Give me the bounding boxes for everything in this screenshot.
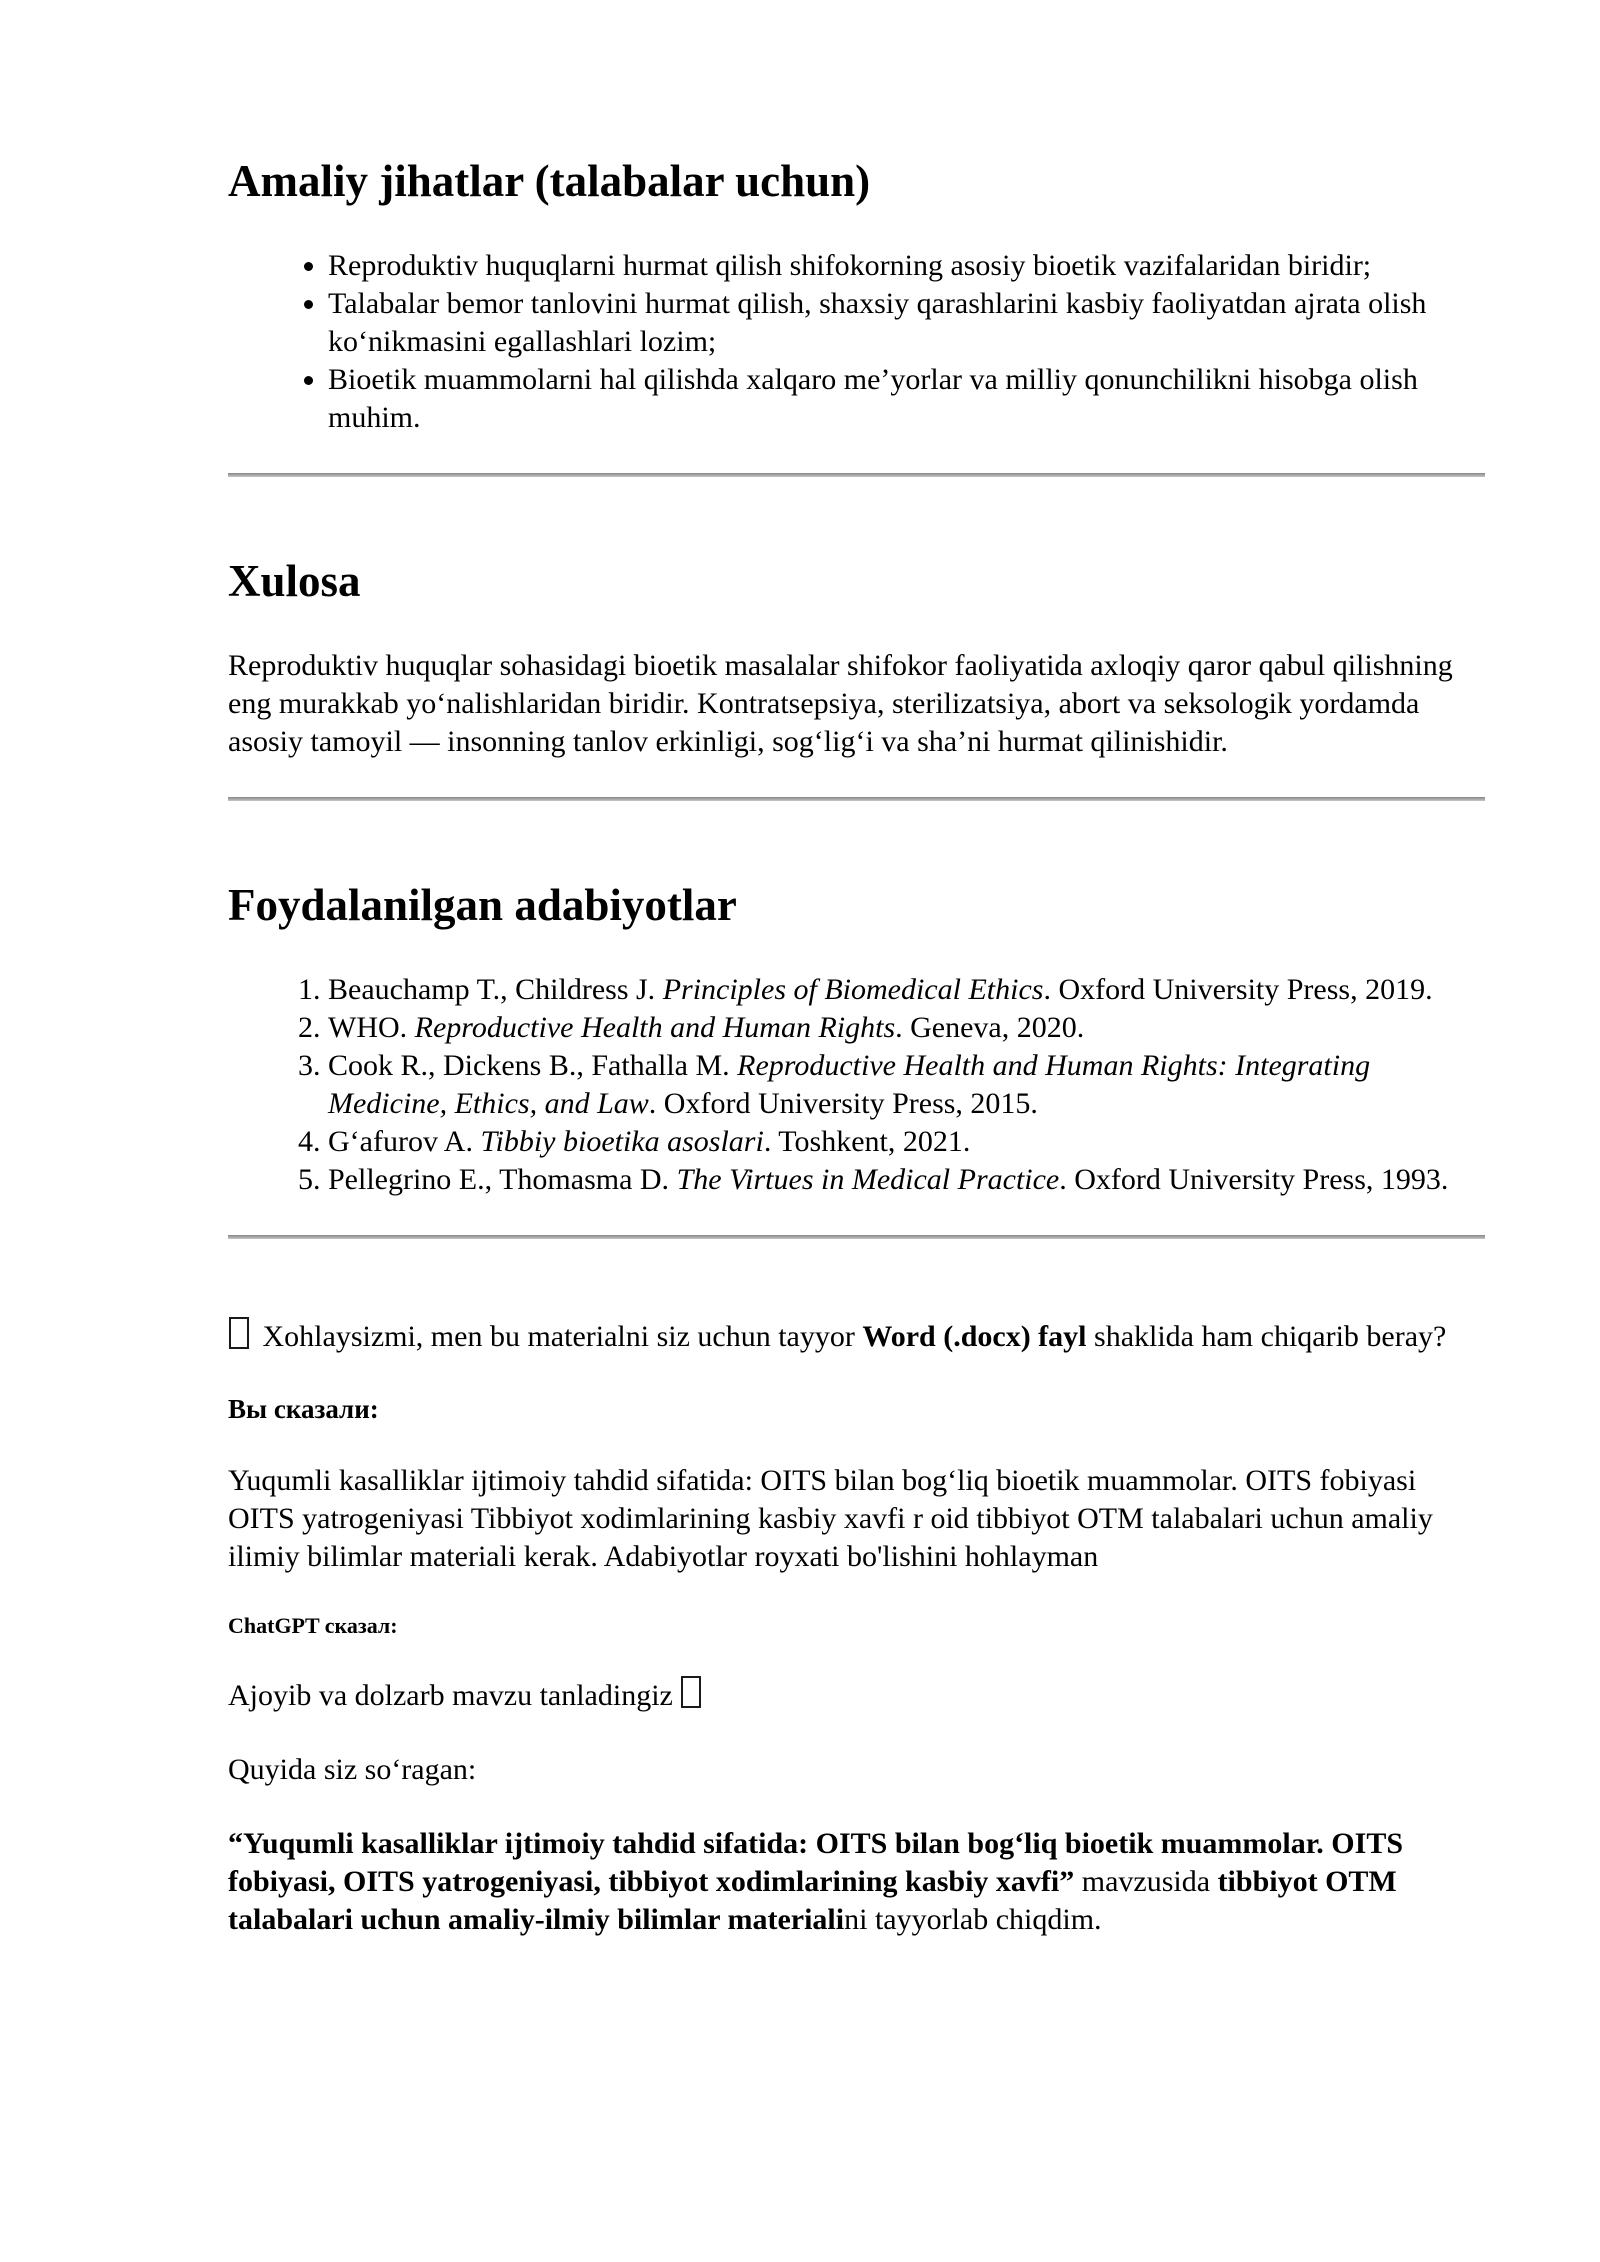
text-segment: The Virtues in Medical Practice [676,1163,1060,1196]
docx-offer-paragraph [228,1317,1485,1356]
text-segment: Ajoyib va dolzarb mavzu tanladingiz [228,1679,681,1712]
list-item [328,1161,1485,1199]
text-segment: tibbiyot OTM talabalari uchun amaliy-ilmiy bilimlar materiali [228,1865,1397,1936]
text-segment: Cook R., Dickens B., Fathalla M. [328,1049,738,1082]
list-item: • Bioetik muammolarni hal qilishda xalqaro me’yorlar va milliy qonunchilikni hisobga olish muhim. [328,361,1485,437]
missing-glyph-box [681,1676,701,1708]
text-segment: “Yuqumli kasalliklar ijtimoiy tahdid sifatida: OITS bilan bog‘liq bioetik muammolar. OITS fobiyasi, OITS yatrogeniyasi, tibbiyot xodimlarining kasbiy xavfi” [228,1827,1404,1898]
text-segment: . Oxford University Press, 2019. [1043,973,1433,1006]
practical-bullet-list [228,247,1485,437]
text-segment: WHO. [328,1011,415,1044]
assistant-turn-label: ChatGPT сказал: [228,1613,398,1638]
text-segment: Xohlaysizmi, men bu materialni siz uchun tayyor [255,1320,863,1353]
text-segment: mavzusida [1074,1865,1218,1898]
text-segment: Tibbiy bioetika asoslari [480,1125,764,1158]
list-item [328,1047,1485,1123]
text-segment: Reproductive Health and Human Rights: Integrating Medicine, Ethics, and Law [328,1049,1371,1120]
assistant-summary-paragraph [228,1825,1485,1939]
missing-glyph-box [229,1317,249,1349]
user-message-paragraph: Yuqumli kasalliklar ijtimoiy tahdid sifatida: OITS bilan bog‘liq bioetik muammolar. OITS fobiyasi OITS yatrogeniyasi Tibbiyot xodimlarining kasbiy xavfi r oid tibbiyot OTM talabalari uchun amaliy ilimiy bilimlar materiali kerak. Adabiyotlar royxati bo'lishini hohlayman [228,1464,1433,1573]
references-list [228,971,1485,1199]
text-segment: Beauchamp T., Childress J. [328,973,663,1006]
text-segment: . Oxford University Press, 2015. [648,1087,1038,1120]
section-heading-conclusion: Xulosa [228,556,361,606]
section-divider [228,797,1485,801]
text-segment: Principles of Biomedical Ethics [662,973,1044,1006]
section-heading-references: Foydalanilgan adabiyotlar [228,880,737,930]
text-segment: . Geneva, 2020. [895,1011,1085,1044]
list-item [328,1123,1485,1161]
conclusion-paragraph: Reproduktiv huquqlar sohasidagi bioetik masalalar shifokor faoliyatida axloqiy qaror qabul qilishning eng murakkab yo‘nalishlaridan biridir. Kontratsepsiya, sterilizatsiya, abort va seksologik yordamda asosiy tamoyil — insonning tanlov erkinligi, sog‘lig‘i va sha’ni hurmat qilinishidir. [228,649,1453,758]
user-turn-label: Вы сказали: [228,1394,379,1424]
list-item: • Talabalar bemor tanlovini hurmat qilish, shaxsiy qarashlarini kasbiy faoliyatdan ajrata olish ko‘nikmasini egallashlari lozim; [328,285,1485,361]
list-item [328,1009,1485,1047]
section-heading-practical: Amaliy jihatlar (talabalar uchun) [228,156,871,206]
section-divider [228,1235,1485,1239]
text-segment: . Oxford University Press, 1993. [1059,1163,1449,1196]
assistant-lead-paragraph: Quyida siz so‘ragan: [228,1753,477,1786]
text-segment: Reproductive Health and Human Rights [414,1011,896,1044]
text-segment: G‘afurov A. [328,1125,481,1158]
text-segment: ni tayyorlab chiqdim. [844,1903,1102,1936]
assistant-intro-paragraph [228,1676,1485,1715]
list-item: • Reproduktiv huquqlarni hurmat qilish shifokorning asosiy bioetik vazifalaridan biridir; [328,247,1485,285]
text-segment: Pellegrino E., Thomasma D. [328,1163,677,1196]
text-segment: . Toshkent, 2021. [763,1125,971,1158]
section-divider [228,473,1485,477]
text-segment: shaklida ham chiqarib beray? [1086,1320,1447,1353]
text-segment: Word (.docx) fayl [862,1320,1087,1353]
list-item [328,971,1485,1009]
